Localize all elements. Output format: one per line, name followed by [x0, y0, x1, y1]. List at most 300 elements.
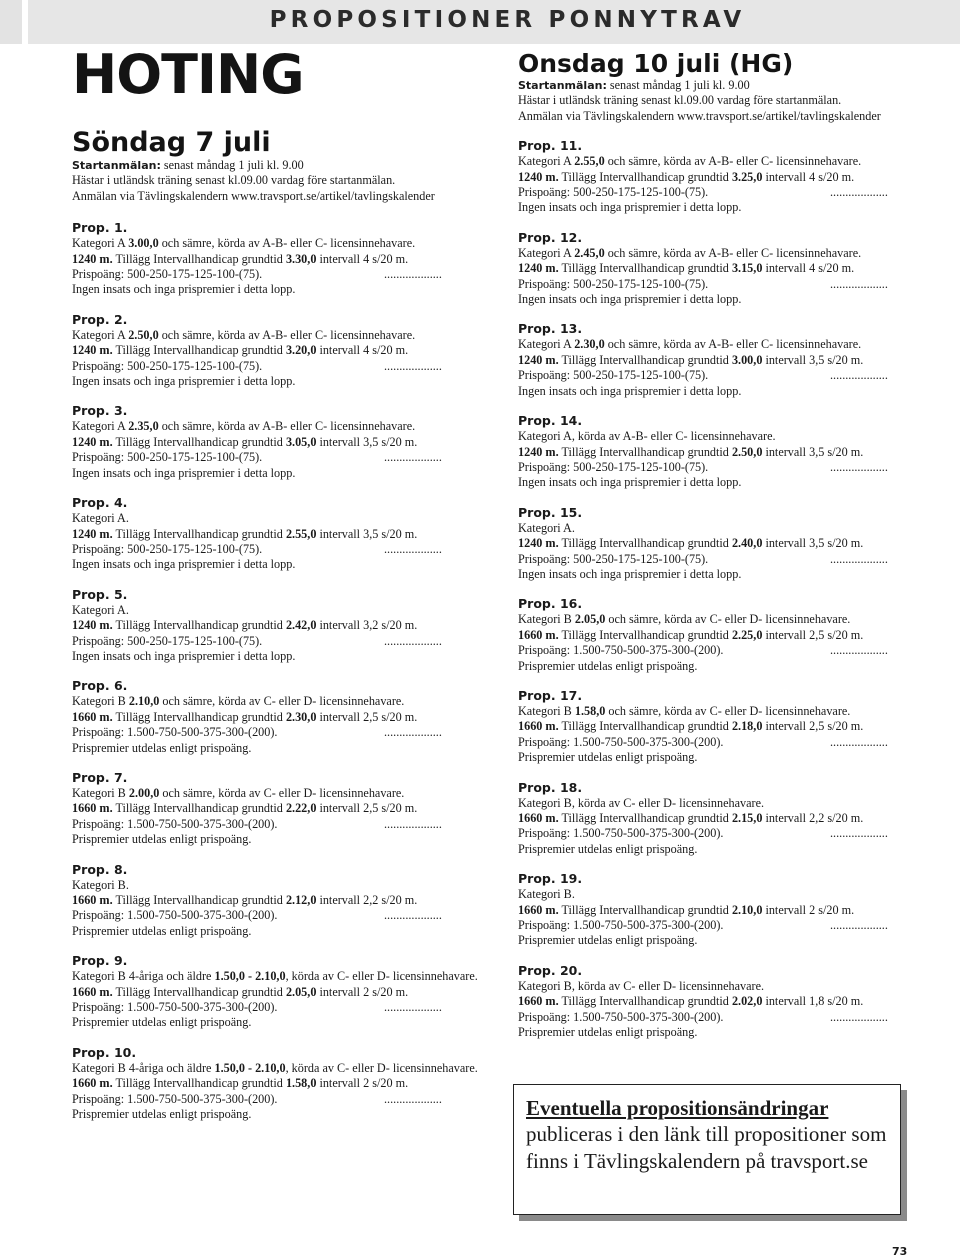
prop-points-line — [518, 368, 938, 383]
intro-deadline: senast måndag 1 juli kl. 9.00 — [606, 78, 750, 92]
prop-title: Prop. 17. — [518, 687, 583, 703]
intro-line — [72, 158, 492, 173]
prop-note: Ingen insats och inga prispremier i detta lopp. — [518, 200, 742, 215]
prop-block — [518, 412, 938, 491]
prop-dots: ................... — [830, 368, 888, 383]
header-title: PROPOSITIONER PONNYTRAV — [269, 7, 746, 33]
prop-text-segment: Tillägg Intervallhandicap grundtid — [558, 902, 732, 917]
prop-note: Ingen insats och inga prispremier i detta lopp. — [518, 475, 742, 490]
prop-text-segment: 1660 m. — [518, 902, 559, 917]
prop-distance-line — [518, 353, 938, 368]
prop-text-segment: intervall 2,5 s/20 m. — [762, 627, 864, 642]
prop-note: Ingen insats och inga prispremier i detta lopp. — [72, 557, 296, 572]
prop-title: Prop. 8. — [72, 861, 128, 877]
prop-points: Prispoäng: 1.500-750-500-375-300-(200). — [518, 643, 724, 658]
intro-label: Startanmälan: — [518, 79, 607, 92]
prop-note: Prispremier utdelas enligt prispoäng. — [72, 832, 252, 847]
prop-list — [72, 219, 492, 1122]
prop-points: Prispoäng: 1.500-750-500-375-300-(200). — [72, 1091, 278, 1106]
prop-points: Prispoäng: 1.500-750-500-375-300-(200). — [518, 734, 724, 749]
prop-block — [72, 952, 492, 1031]
prop-text-segment: Kategori A. — [72, 511, 129, 526]
prop-note: Prispremier utdelas enligt prispoäng. — [518, 933, 698, 948]
prop-points: Prispoäng: 500-250-175-125-100-(75). — [72, 633, 263, 648]
prop-text-segment: 2.25,0 — [731, 627, 763, 642]
prop-text-segment: 1660 m. — [72, 1076, 113, 1091]
prop-note: Prispremier utdelas enligt prispoäng. — [72, 740, 252, 755]
prop-category-line — [518, 246, 938, 261]
prop-text-segment: 2.05,0 — [574, 612, 606, 627]
prop-points: Prispoäng: 1.500-750-500-375-300-(200). — [518, 1009, 724, 1024]
location-title: HOTING — [72, 43, 304, 106]
prop-points-line — [518, 277, 938, 292]
prop-text-segment: 2.22,0 — [285, 801, 317, 816]
prop-text-segment: 2.50,0 — [128, 327, 159, 342]
prop-points: Prispoäng: 1.500-750-500-375-300-(200). — [72, 1000, 278, 1015]
prop-points: Prispoäng: 500-250-175-125-100-(75). — [518, 185, 709, 200]
prop-text-segment: 2.40,0 — [731, 536, 763, 551]
prop-distance-line — [518, 811, 938, 826]
prop-text-segment: 2.35,0 — [128, 419, 159, 434]
prop-dots: ................... — [830, 276, 888, 291]
prop-text-segment: och sämre, körda av A-B- eller C- licensinnehavare. — [158, 419, 416, 434]
prop-text-segment: och sämre, körda av C- eller D- licensinnehavare. — [159, 694, 405, 709]
prop-dots: ................... — [830, 643, 888, 658]
prop-points-line — [72, 267, 492, 282]
prop-distance-line — [518, 628, 938, 643]
prop-block — [72, 677, 492, 756]
prop-dots: ................... — [384, 1091, 442, 1106]
prop-points: Prispoäng: 1.500-750-500-375-300-(200). — [72, 816, 278, 831]
prop-points-line — [72, 450, 492, 465]
prop-text-segment: Tillägg Intervallhandicap grundtid — [112, 893, 286, 907]
prop-dots: ................... — [384, 358, 442, 373]
prop-text-segment: Kategori A — [72, 327, 129, 342]
prop-dots: ................... — [384, 816, 442, 831]
prop-text-segment: 2.10,0 — [731, 902, 763, 917]
prop-category-line — [72, 511, 492, 526]
prop-text-segment: Tillägg Intervallhandicap grundtid — [112, 343, 286, 358]
prop-points-line — [72, 1092, 492, 1107]
prop-points: Prispoäng: 500-250-175-125-100-(75). — [518, 276, 709, 291]
prop-text-segment: 1.50,0 - 2.10,0 — [214, 969, 286, 984]
prop-text-segment: 1660 m. — [518, 719, 559, 734]
prop-title: Prop. 2. — [72, 311, 128, 327]
prop-distance-line — [518, 903, 938, 918]
prop-distance-line — [72, 435, 492, 450]
prop-title: Prop. 15. — [518, 504, 583, 520]
prop-category-line — [72, 1061, 492, 1076]
prop-text-segment: och sämre, körda av A-B- eller C- licensinnehavare. — [158, 236, 416, 251]
prop-text-segment: Tillägg Intervallhandicap grundtid — [112, 984, 286, 999]
prop-dots: ................... — [384, 1000, 442, 1015]
prop-category-line — [518, 429, 938, 444]
prop-points-line — [518, 643, 938, 658]
notice-title: Eventuella propositionsändringar — [526, 1096, 829, 1120]
prop-block — [518, 504, 938, 583]
prop-text-segment: Kategori B 4-åriga och äldre — [72, 969, 215, 984]
intro-line: Anmälan via Tävlingskalendern www.travsport.se/artikel/tavlingskalender — [518, 108, 881, 123]
prop-text-segment: , körda av C- eller D- licensinnehavare. — [285, 969, 478, 984]
prop-points-line — [72, 725, 492, 740]
notice-body: publiceras i den länk till propositioner som finns i Tävlingskalendern på travsport.se — [526, 1122, 887, 1173]
prop-text-segment: intervall 2,5 s/20 m. — [316, 709, 418, 724]
notice-box — [513, 1084, 901, 1215]
prop-points: Prispoäng: 500-250-175-125-100-(75). — [518, 551, 709, 566]
prop-distance-line — [72, 893, 492, 908]
prop-text-segment: Kategori B, körda av C- eller D- licensinnehavare. — [518, 978, 765, 993]
prop-text-segment: och sämre, körda av C- eller D- licensinnehavare. — [605, 612, 851, 627]
prop-text-segment: intervall 3,2 s/20 m. — [316, 618, 418, 633]
prop-text-segment: 1240 m. — [518, 444, 559, 459]
prop-category-line — [518, 154, 938, 169]
prop-title: Prop. 1. — [72, 220, 128, 236]
prop-text-segment: 2.10,0 — [128, 694, 160, 709]
prop-text-segment: Tillägg Intervallhandicap grundtid — [558, 994, 732, 1009]
prop-text-segment: Kategori B. — [518, 887, 575, 902]
prop-distance-line — [518, 994, 938, 1009]
prop-block — [72, 769, 492, 848]
prop-distance-line — [518, 170, 938, 185]
prop-text-segment: 1660 m. — [72, 709, 113, 724]
prop-points: Prispoäng: 500-250-175-125-100-(75). — [518, 368, 709, 383]
page-edge-strip — [0, 0, 22, 44]
prop-block — [518, 320, 938, 399]
prop-dots: ................... — [830, 918, 888, 933]
prop-text-segment: Tillägg Intervallhandicap grundtid — [558, 261, 732, 276]
prop-title: Prop. 16. — [518, 596, 583, 612]
prop-text-segment: 3.30,0 — [285, 251, 317, 266]
prop-title: Prop. 11. — [518, 138, 583, 154]
intro-label: Startanmälan: — [72, 159, 161, 172]
prop-note: Ingen insats och inga prispremier i detta lopp. — [518, 566, 742, 581]
prop-text-segment: 1.58,0 — [574, 703, 606, 718]
prop-text-segment: 1660 m. — [72, 801, 113, 816]
prop-text-segment: Tillägg Intervallhandicap grundtid — [558, 536, 732, 551]
prop-text-segment: 1660 m. — [518, 627, 559, 642]
prop-text-segment: Kategori B — [518, 612, 575, 627]
prop-dots: ................... — [830, 1009, 888, 1024]
prop-category-line — [518, 796, 938, 811]
prop-text-segment: Tillägg Intervallhandicap grundtid — [558, 719, 732, 734]
prop-distance-line — [518, 261, 938, 276]
prop-points-line — [72, 542, 492, 557]
prop-category-line — [72, 419, 492, 434]
prop-text-segment: Kategori A — [518, 337, 575, 352]
prop-distance-line — [72, 527, 492, 542]
prop-text-segment: 2.50,0 — [731, 444, 763, 459]
prop-text-segment: Kategori A — [518, 245, 575, 260]
prop-category-line — [518, 337, 938, 352]
prop-text-segment: Kategori A. — [518, 520, 575, 535]
prop-dots: ................... — [384, 267, 442, 282]
prop-distance-line — [72, 1076, 492, 1091]
prop-block — [518, 229, 938, 308]
prop-text-segment: 2.42,0 — [285, 618, 317, 633]
prop-text-segment: 1240 m. — [518, 352, 559, 367]
prop-text-segment: intervall 4 s/20 m. — [762, 169, 855, 184]
prop-text-segment: 2.05,0 — [285, 984, 317, 999]
prop-text-segment: 1240 m. — [72, 343, 113, 358]
prop-text-segment: 2.55,0 — [285, 526, 317, 541]
prop-text-segment: 3.05,0 — [285, 434, 317, 449]
prop-dots: ................... — [830, 734, 888, 749]
prop-text-segment: 1240 m. — [518, 261, 559, 276]
prop-dots: ................... — [830, 185, 888, 200]
prop-text-segment: och sämre, körda av A-B- eller C- licensinnehavare. — [604, 245, 862, 260]
prop-text-segment: intervall 2,5 s/20 m. — [762, 719, 864, 734]
prop-text-segment: Kategori A — [518, 154, 575, 169]
prop-note: Ingen insats och inga prispremier i detta lopp. — [518, 383, 742, 398]
prop-text-segment: 1660 m. — [72, 984, 113, 999]
prop-block — [72, 219, 492, 298]
prop-text-segment: intervall 2,2 s/20 m. — [762, 811, 864, 825]
prop-block — [518, 687, 938, 766]
prop-category-line — [72, 786, 492, 801]
prop-distance-line — [518, 536, 938, 551]
prop-points-line — [72, 634, 492, 649]
prop-text-segment: 1660 m. — [518, 994, 559, 1009]
prop-points-line — [518, 552, 938, 567]
prop-text-segment: Kategori A, körda av A-B- eller C- licensinnehavare. — [518, 429, 776, 444]
header-bar — [28, 0, 960, 44]
prop-text-segment: Tillägg Intervallhandicap grundtid — [558, 627, 732, 642]
prop-note: Prispremier utdelas enligt prispoäng. — [518, 658, 698, 673]
prop-category-line — [72, 969, 492, 984]
prop-title: Prop. 7. — [72, 769, 128, 785]
prop-text-segment: 2.02,0 — [731, 994, 763, 1009]
prop-points: Prispoäng: 500-250-175-125-100-(75). — [72, 541, 263, 556]
prop-title: Prop. 12. — [518, 229, 583, 245]
prop-points: Prispoäng: 500-250-175-125-100-(75). — [72, 358, 263, 373]
prop-text-segment: 2.15,0 — [731, 811, 763, 825]
prop-points: Prispoäng: 500-250-175-125-100-(75). — [72, 450, 263, 465]
intro-line: Hästar i utländsk träning senast kl.09.00 vardag före startanmälan. — [518, 93, 842, 108]
prop-note: Prispremier utdelas enligt prispoäng. — [518, 1025, 698, 1040]
prop-text-segment: Kategori A. — [72, 602, 129, 617]
prop-distance-line — [72, 252, 492, 267]
prop-title: Prop. 14. — [518, 413, 583, 429]
prop-text-segment: 2.45,0 — [574, 245, 605, 260]
prop-text-segment: 1240 m. — [72, 434, 113, 449]
prop-text-segment: 1240 m. — [72, 526, 113, 541]
right-column — [518, 50, 938, 1040]
prop-dots: ................... — [384, 633, 442, 648]
prop-text-segment: 3.15,0 — [731, 261, 763, 276]
prop-distance-line — [72, 618, 492, 633]
prop-text-segment: 2.00,0 — [128, 785, 160, 800]
prop-note: Ingen insats och inga prispremier i detta lopp. — [72, 648, 296, 663]
prop-dots: ................... — [384, 450, 442, 465]
prop-text-segment: 1240 m. — [518, 169, 559, 184]
prop-distance-line — [518, 445, 938, 460]
prop-points: Prispoäng: 1.500-750-500-375-300-(200). — [72, 908, 278, 923]
prop-text-segment: 1660 m. — [72, 893, 113, 907]
prop-text-segment: Tillägg Intervallhandicap grundtid — [112, 434, 286, 449]
prop-text-segment: Tillägg Intervallhandicap grundtid — [112, 1076, 286, 1091]
prop-text-segment: och sämre, körda av A-B- eller C- licensinnehavare. — [604, 154, 862, 169]
prop-distance-line — [72, 710, 492, 725]
prop-category-line — [72, 603, 492, 618]
prop-text-segment: intervall 3,5 s/20 m. — [762, 536, 864, 551]
prop-text-segment: 1.58,0 — [285, 1076, 317, 1091]
prop-text-segment: 1.50,0 - 2.10,0 — [214, 1060, 286, 1075]
prop-block — [518, 962, 938, 1041]
prop-list — [518, 137, 938, 1040]
prop-category-line — [72, 328, 492, 343]
prop-text-segment: Kategori A — [72, 419, 129, 434]
intro-line: Hästar i utländsk träning senast kl.09.00 vardag före startanmälan. — [72, 173, 396, 188]
prop-text-segment: 1240 m. — [518, 536, 559, 551]
prop-text-segment: Tillägg Intervallhandicap grundtid — [112, 618, 286, 633]
prop-category-line — [518, 521, 938, 536]
prop-block — [72, 311, 492, 390]
prop-points: Prispoäng: 1.500-750-500-375-300-(200). — [518, 826, 724, 841]
prop-block — [72, 1044, 492, 1123]
prop-text-segment: intervall 2 s/20 m. — [762, 902, 855, 917]
prop-text-segment: intervall 3,5 s/20 m. — [316, 526, 418, 541]
prop-points-line — [518, 918, 938, 933]
prop-text-segment: Tillägg Intervallhandicap grundtid — [112, 251, 286, 266]
prop-note: Prispremier utdelas enligt prispoäng. — [72, 923, 252, 938]
prop-title: Prop. 9. — [72, 953, 128, 969]
prop-note: Prispremier utdelas enligt prispoäng. — [72, 1015, 252, 1030]
prop-text-segment: intervall 3,5 s/20 m. — [762, 444, 864, 459]
prop-text-segment: intervall 2 s/20 m. — [316, 1076, 409, 1091]
prop-dots: ................... — [830, 459, 888, 474]
intro-deadline: senast måndag 1 juli kl. 9.00 — [160, 158, 304, 172]
prop-text-segment: Tillägg Intervallhandicap grundtid — [558, 352, 732, 367]
prop-category-line — [518, 704, 938, 719]
prop-points-line — [518, 1010, 938, 1025]
prop-dots: ................... — [384, 725, 442, 740]
prop-text-segment: Tillägg Intervallhandicap grundtid — [112, 801, 286, 816]
prop-points-line — [72, 359, 492, 374]
prop-text-segment: och sämre, körda av C- eller D- licensinnehavare. — [159, 785, 405, 800]
prop-distance-line — [72, 985, 492, 1000]
prop-note: Ingen insats och inga prispremier i detta lopp. — [72, 465, 296, 480]
prop-distance-line — [72, 343, 492, 358]
prop-title: Prop. 19. — [518, 871, 583, 887]
prop-text-segment: intervall 4 s/20 m. — [316, 251, 409, 266]
prop-text-segment: Tillägg Intervallhandicap grundtid — [558, 811, 732, 825]
intro-line — [518, 78, 938, 93]
prop-text-segment: intervall 1,8 s/20 m. — [762, 994, 864, 1009]
prop-note: Ingen insats och inga prispremier i detta lopp. — [518, 292, 742, 307]
prop-dots: ................... — [830, 551, 888, 566]
prop-text-segment: Kategori B — [72, 694, 129, 709]
prop-text-segment: Tillägg Intervallhandicap grundtid — [112, 709, 286, 724]
prop-text-segment: 3.00,0 — [128, 236, 159, 251]
prop-text-segment: Tillägg Intervallhandicap grundtid — [112, 526, 286, 541]
prop-category-line — [72, 236, 492, 251]
prop-text-segment: Kategori A — [72, 236, 129, 251]
prop-text-segment: 2.18,0 — [731, 719, 763, 734]
prop-points: Prispoäng: 500-250-175-125-100-(75). — [72, 267, 263, 282]
prop-block — [72, 861, 492, 940]
prop-text-segment: 1240 m. — [72, 618, 113, 633]
prop-text-segment: intervall 2,2 s/20 m. — [316, 893, 418, 907]
prop-text-segment: Kategori B. — [72, 877, 129, 892]
prop-text-segment: , körda av C- eller D- licensinnehavare. — [285, 1060, 478, 1075]
prop-note: Ingen insats och inga prispremier i detta lopp. — [72, 282, 296, 297]
prop-text-segment: 2.30,0 — [574, 337, 605, 352]
prop-title: Prop. 4. — [72, 495, 128, 511]
prop-text-segment: Tillägg Intervallhandicap grundtid — [558, 444, 732, 459]
left-column — [72, 128, 492, 1122]
prop-block — [518, 779, 938, 858]
prop-category-line — [72, 694, 492, 709]
prop-points-line — [72, 817, 492, 832]
prop-title: Prop. 6. — [72, 678, 128, 694]
prop-text-segment: intervall 4 s/20 m. — [316, 343, 409, 358]
prop-points-line — [72, 908, 492, 923]
prop-text-segment: Kategori B — [72, 785, 129, 800]
prop-block — [72, 586, 492, 665]
prop-text-segment: intervall 2 s/20 m. — [316, 984, 409, 999]
prop-note: Prispremier utdelas enligt prispoäng. — [518, 750, 698, 765]
prop-text-segment: intervall 3,5 s/20 m. — [762, 352, 864, 367]
prop-points-line — [518, 735, 938, 750]
prop-points-line — [72, 1000, 492, 1015]
page-number: 73 — [892, 1245, 908, 1258]
prop-title: Prop. 20. — [518, 962, 583, 978]
prop-note: Prispremier utdelas enligt prispoäng. — [72, 1107, 252, 1122]
prop-text-segment: Kategori B — [518, 703, 575, 718]
prop-text-segment: 1240 m. — [72, 251, 113, 266]
prop-text-segment: Kategori B, körda av C- eller D- licensinnehavare. — [518, 795, 765, 810]
prop-block — [518, 595, 938, 674]
prop-dots: ................... — [384, 908, 442, 923]
prop-distance-line — [518, 719, 938, 734]
prop-text-segment: 3.00,0 — [731, 352, 763, 367]
prop-note: Ingen insats och inga prispremier i detta lopp. — [72, 374, 296, 389]
day-title: Söndag 7 juli — [72, 127, 271, 158]
prop-category-line — [72, 878, 492, 893]
prop-text-segment: 2.55,0 — [574, 154, 605, 169]
prop-block — [518, 137, 938, 216]
prop-category-line — [518, 612, 938, 627]
prop-title: Prop. 18. — [518, 779, 583, 795]
prop-text-segment: intervall 2,5 s/20 m. — [316, 801, 418, 816]
prop-text-segment: intervall 3,5 s/20 m. — [316, 434, 418, 449]
prop-dots: ................... — [830, 826, 888, 841]
prop-block — [72, 494, 492, 573]
prop-text-segment: 3.20,0 — [285, 343, 317, 358]
prop-block — [72, 402, 492, 481]
prop-title: Prop. 3. — [72, 403, 128, 419]
prop-text-segment: 3.25,0 — [731, 169, 763, 184]
prop-note: Prispremier utdelas enligt prispoäng. — [518, 841, 698, 856]
prop-text-segment: Kategori B 4-åriga och äldre — [72, 1060, 215, 1075]
prop-category-line — [518, 887, 938, 902]
prop-text-segment: 2.12,0 — [285, 893, 317, 907]
prop-text-segment: 2.30,0 — [285, 709, 317, 724]
prop-text-segment: och sämre, körda av A-B- eller C- licensinnehavare. — [604, 337, 862, 352]
prop-points: Prispoäng: 500-250-175-125-100-(75). — [518, 459, 709, 474]
prop-distance-line — [72, 801, 492, 816]
prop-block — [518, 870, 938, 949]
prop-points-line — [518, 185, 938, 200]
prop-dots: ................... — [384, 541, 442, 556]
prop-points-line — [518, 826, 938, 841]
prop-points: Prispoäng: 1.500-750-500-375-300-(200). — [518, 918, 724, 933]
prop-title: Prop. 10. — [72, 1044, 137, 1060]
prop-text-segment: och sämre, körda av A-B- eller C- licensinnehavare. — [158, 327, 416, 342]
prop-points-line — [518, 460, 938, 475]
prop-points: Prispoäng: 1.500-750-500-375-300-(200). — [72, 725, 278, 740]
prop-text-segment: och sämre, körda av C- eller D- licensinnehavare. — [605, 703, 851, 718]
